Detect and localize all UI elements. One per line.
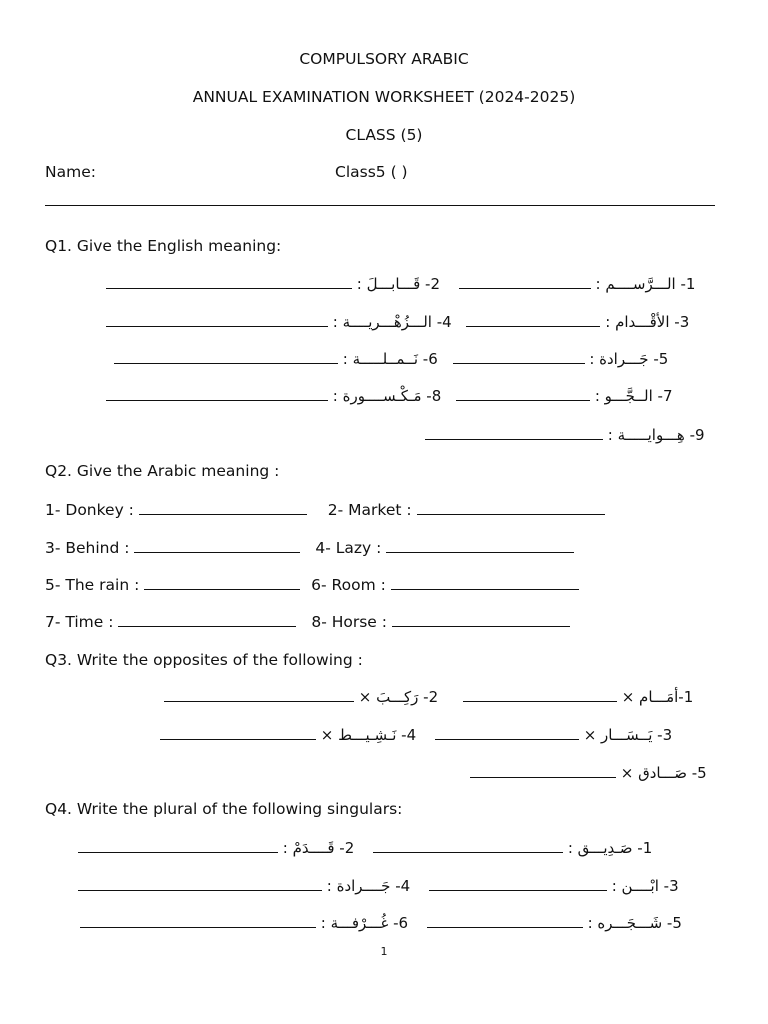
q1-row-1 [106, 274, 695, 293]
q1-item-7: 7- الــجَّـــو : [594, 387, 673, 405]
answer-blank [429, 876, 607, 891]
q2-item-8: 8- Horse : [311, 613, 387, 631]
q3-row-2 [160, 725, 672, 744]
worksheet-title: COMPULSORY ARABIC [299, 50, 469, 68]
q3-item-3: 3- يَــسَـــار × [583, 726, 673, 744]
answer-blank [463, 687, 617, 702]
answer-blank [456, 386, 590, 401]
q1-row-2 [106, 312, 689, 331]
q4-item-4: 4- جَــــرادة : [326, 877, 411, 895]
answer-blank [114, 349, 338, 364]
q3-row-1 [164, 687, 693, 706]
q1-item-4: 4- الـــزُهْـــريــــة : [332, 313, 452, 331]
answer-blank [459, 274, 591, 289]
name-label: Name: [45, 163, 96, 181]
answer-blank [139, 500, 307, 515]
q4-row-2 [78, 876, 679, 895]
q4-item-1: 1- صَـدِيـــق : [567, 839, 653, 857]
q1-row-4 [106, 386, 673, 405]
answer-blank [160, 725, 316, 740]
answer-blank [78, 838, 278, 853]
q4-row-1 [78, 838, 652, 857]
q4-row-3 [80, 913, 682, 932]
q2-item-1: 1- Donkey : [45, 501, 134, 519]
q1-heading: Q1. Give the English meaning: [45, 237, 282, 255]
q4-item-2: 2- قَــــدَمْ : [282, 839, 355, 857]
q1-row-5 [425, 425, 705, 444]
answer-blank [164, 687, 354, 702]
q1-item-5: 5- جَـــرادة : [589, 350, 669, 368]
answer-blank [417, 500, 605, 515]
q2-item-5: 5- The rain : [45, 576, 140, 594]
q3-row-3 [470, 763, 707, 782]
answer-blank [453, 349, 585, 364]
q2-row-3 [45, 575, 579, 594]
answer-blank [392, 612, 570, 627]
answer-blank [470, 763, 616, 778]
q3-item-2: 2- رَكِـــبَ × [358, 688, 439, 706]
q2-row-4 [45, 612, 570, 631]
q1-item-6: 6- نَــمــلـــــة : [342, 350, 438, 368]
q1-row-3 [114, 349, 668, 368]
q3-item-4: 4- نَـشِـيـــط × [320, 726, 417, 744]
q3-heading: Q3. Write the opposites of the following : [45, 651, 363, 669]
worksheet-subtitle: ANNUAL EXAMINATION WORKSHEET (2024-2025) [192, 88, 576, 106]
q2-item-7: 7- Time : [45, 613, 114, 631]
q1-item-8: 8- مَـكْـســــورة : [332, 387, 442, 405]
answer-blank [106, 312, 328, 327]
answer-blank [78, 876, 322, 891]
q2-row-2 [45, 538, 574, 557]
q2-item-3: 3- Behind : [45, 539, 130, 557]
q3-item-5: 5- صَـــادق × [620, 764, 707, 782]
q2-item-6: 6- Room : [311, 576, 386, 594]
class-field: Class5 ( ) [335, 163, 408, 181]
answer-blank [386, 538, 574, 553]
q3-item-1: 1-أمَـــام × [621, 688, 694, 706]
q2-item-4: 4- Lazy : [315, 539, 382, 557]
answer-blank [435, 725, 579, 740]
q4-item-6: 6- غُـــرْفـــة : [320, 914, 409, 932]
q1-item-3: 3- الأقْـــدام : [605, 313, 690, 331]
q2-heading: Q2. Give the Arabic meaning : [45, 462, 280, 480]
q1-item-2: 2- قَـــابـــلَ : [356, 275, 440, 293]
q4-item-3: 3- ابْــــن : [611, 877, 679, 895]
answer-blank [80, 913, 316, 928]
answer-blank [391, 575, 579, 590]
answer-blank [106, 274, 352, 289]
q2-row-1 [45, 500, 605, 519]
page-number: 1 [380, 945, 388, 958]
answer-blank [118, 612, 296, 627]
q1-item-9: 9- هِـــوايـــــة : [607, 426, 705, 444]
answer-blank [144, 575, 300, 590]
answer-blank [425, 425, 603, 440]
answer-blank [427, 913, 583, 928]
q1-item-1: 1- الـــرَّســــم : [595, 275, 696, 293]
answer-blank [106, 386, 328, 401]
q4-heading: Q4. Write the plural of the following singulars: [45, 800, 403, 818]
q2-item-2: 2- Market : [327, 501, 412, 519]
answer-blank [373, 838, 563, 853]
name-underline [45, 205, 715, 206]
answer-blank [134, 538, 300, 553]
q4-item-5: 5- شَـــجَـــره : [587, 914, 682, 932]
class-heading: CLASS (5) [345, 126, 423, 144]
answer-blank [466, 312, 600, 327]
